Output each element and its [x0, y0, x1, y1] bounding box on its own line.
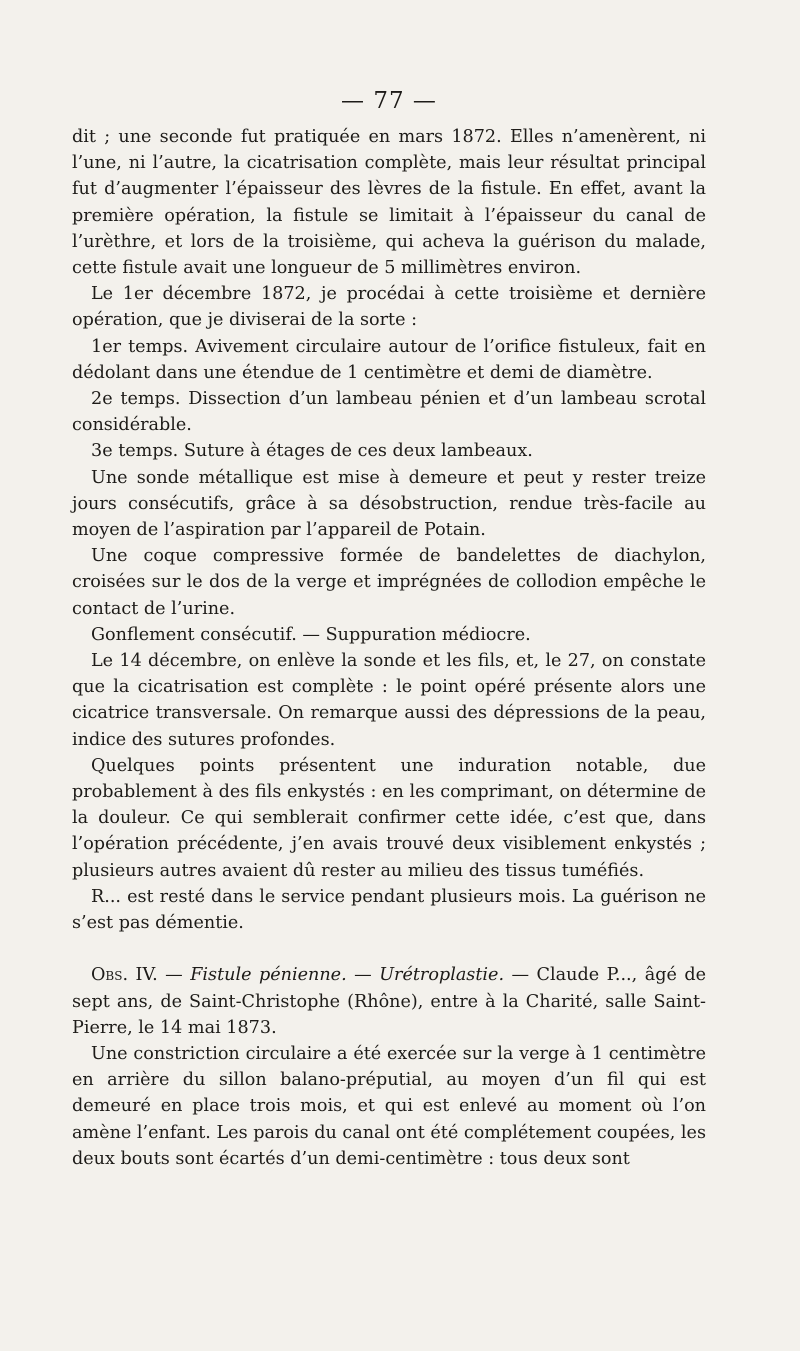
paragraph-9: Le 14 décembre, on enlève la sonde et les fils, et, le 27, on constate que la cicatrisation est complète : le point opéré présente alors une cicatrice transversale. On remarque aussi des dépressions de la peau, indice des sutures profondes.	[72, 651, 706, 750]
observation-title-1: Fistule pénienne.	[190, 965, 347, 986]
paragraph-8: Gonflement consécutif. — Suppuration médiocre.	[91, 624, 531, 645]
paragraph-7: Une coque compressive formée de bandelettes de diachylon, croisées sur le dos de la verge et imprégnées de collodion empêche le contact de l’urine.	[72, 546, 706, 619]
observation-label: Obs. IV.	[91, 965, 158, 986]
paragraph-3: 1er temps. Avivement circulaire autour de l’orifice fistuleux, fait en dédolant dans une étendue de 1 centimètre et demi de diamètre.	[72, 336, 706, 383]
paragraph-10: Quelques points présentent une induration notable, due probablement à des fils enkystés : en les comprimant, on détermine de la douleur. Ce qui semblerait confirmer cette idée, c’est que, dans l’opération précédente, j’en avais trouvé deux visiblement enkystés ; plusieurs autres avaient dû rester au milieu des tissus tuméfiés.	[72, 755, 706, 881]
observation-paragraph: Une constriction circulaire a été exercée sur la verge à 1 centimètre en arrière du sillon balano-préputial, au moyen d’un fil qui est demeuré en place trois mois, et qui est enlevé au moment où l’on amène l’enfant. Les parois du canal ont été complétement coupées, les deux bouts sont écartés d’un demi-centimètre : tous deux sont	[72, 1043, 706, 1169]
page-number: — 77 —	[341, 88, 437, 114]
observation-title-2: Urétroplastie.	[379, 965, 505, 986]
body-text	[72, 124, 706, 1172]
observation-intro: — Claude P..., âgé de sept ans, de Saint-Christophe (Rhône), entre à la Charité, salle Saint-Pierre, le 14 mai 1873.	[72, 965, 706, 1038]
paragraph-2: Le 1er décembre 1872, je procédai à cette troisième et dernière opération, que je diviserai de la sorte :	[72, 284, 706, 331]
observation-dash-2: —	[346, 965, 380, 986]
observation-heading	[72, 962, 706, 1041]
paragraph-4: 2e temps. Dissection d’un lambeau pénien et d’un lambeau scrotal considérable.	[72, 389, 706, 436]
paragraph-11: R... est resté dans le service pendant plusieurs mois. La guérison ne s’est pas démentie.	[72, 886, 706, 934]
observation-dash-1: —	[157, 965, 191, 986]
paragraph-1: dit ; une seconde fut pratiquée en mars 1872. Elles n’amenèrent, ni l’une, ni l’autre, la cicatrisation complète, mais leur résultat principal fut d’augmenter l’épaisseur des lèvres de la fistule. En effet, avant la première opération, la fistule se limitait à l’épaisseur du canal de l’urèthre, et lors de la troisième, qui acheva la guérison du malade, cette fistule avait une longueur de 5 millimètres environ.	[72, 127, 706, 279]
paragraph-6: Une sonde métallique est mise à demeure et peut y rester treize jours consécutifs, grâce à sa désobstruction, rendue très-facile au moyen de l’aspiration par l’appareil de Potain.	[72, 467, 706, 541]
paragraph-5: 3e temps. Suture à étages de ces deux lambeaux.	[91, 441, 533, 462]
